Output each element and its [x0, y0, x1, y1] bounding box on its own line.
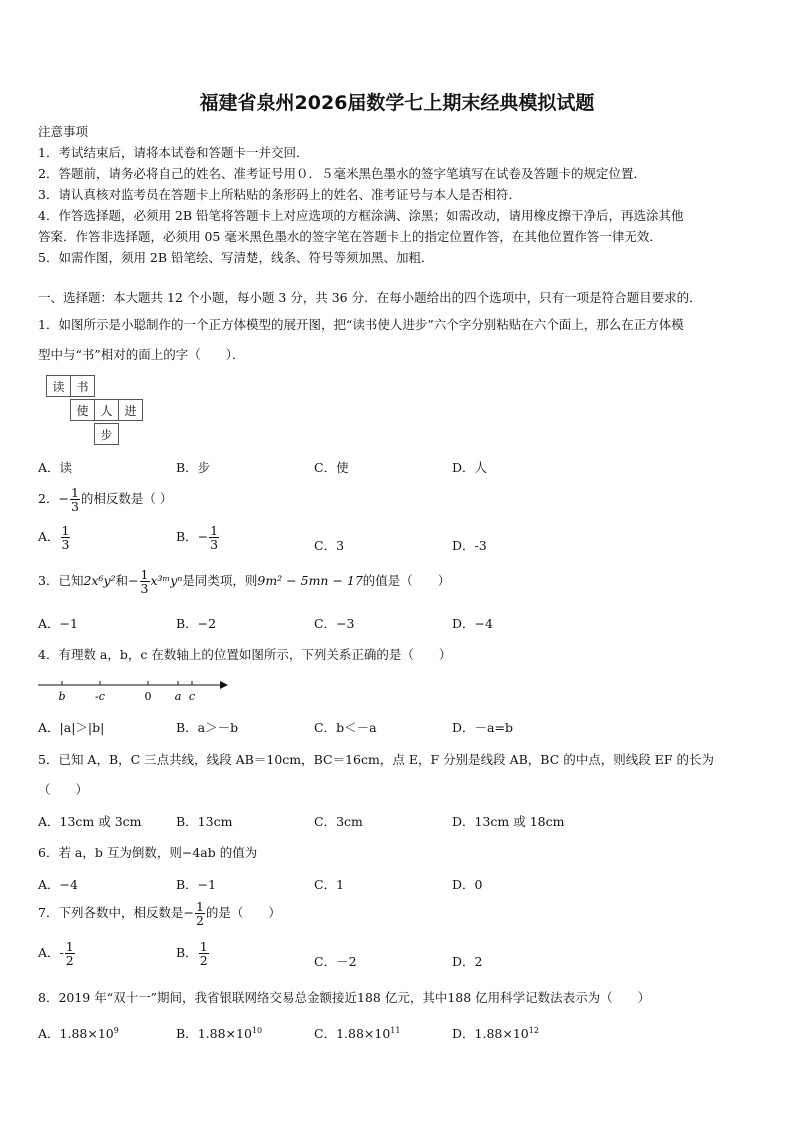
question-5-text-cont: （ ）	[38, 782, 89, 797]
net-cell: 书	[70, 375, 95, 397]
option-c: C．−3	[314, 616, 355, 631]
net-cell: 进	[118, 399, 143, 421]
question-4-text: 4．有理数 a，b，c 在数轴上的位置如图所示，下列关系正确的是（ ）	[38, 647, 452, 662]
label-b: b	[58, 690, 66, 703]
label-a: a	[174, 690, 182, 703]
option-a: A．- $\frac{1}{2}$	[38, 939, 74, 969]
option-b: B．13cm	[176, 814, 233, 829]
option-b: B．$1.88\times 10^{10}$	[176, 1025, 263, 1041]
net-cell: 读	[46, 375, 71, 397]
option-c: C．3cm	[314, 814, 363, 829]
exam-title: 福建省泉州2026届数学七上期末经典模拟试题	[199, 92, 595, 114]
fraction: $\frac{1}{3}$	[61, 523, 70, 553]
option-a: A．$1.88\times 10^9$	[38, 1025, 119, 1041]
option-c: C．$1.88\times 10^{11}$	[314, 1025, 401, 1041]
question-6-text: 6．若 a，b 互为倒数，则−4ab 的值为	[38, 845, 258, 860]
question-8-text: 8．2019 年“双十一”期间，我省银联网络交易总金额接近188 亿元，其中188 亿用科学记数法表示为（ ）	[38, 990, 651, 1005]
notice-item: 5．如需作图，须用 2B 铅笔绘、写清楚，线条、符号等须加黑、加粗．	[38, 250, 434, 265]
option-b: B．−1	[176, 877, 217, 892]
notice-item: 2．答题前，请务必将自己的姓名、准考证号用０．５毫米黑色墨水的签字笔填写在试卷及答题卡的规定位置．	[38, 166, 646, 181]
option-a: A．−4	[38, 877, 78, 892]
option-d: D．－a=b	[452, 720, 513, 735]
section-heading: 一、选择题：本大题共 12 个小题，每小题 3 分，共 36 分．在每小题给出的四个选项中，只有一项是符合题目要求的．	[38, 290, 702, 305]
fraction: $\frac{1}{2}$	[195, 899, 204, 929]
option-c: C．3	[314, 538, 345, 553]
notice-item: 3．请认真核对监考员在答题卡上所粘贴的条形码上的姓名、准考证号与本人是否相符．	[38, 187, 521, 202]
net-cell: 使	[70, 399, 95, 421]
notice-heading: 注意事项	[38, 124, 89, 139]
fraction: $\frac{1}{3}$	[210, 523, 219, 553]
question-1-text: 1．如图所示是小聪制作的一个正方体模型的展开图，把“读书使人进步”六个字分别粘贴在六个面上，那么在正方体模	[38, 317, 684, 332]
option-b: B．− $\frac{1}{3}$	[176, 523, 219, 553]
option-a: A．|a|＞|b|	[38, 720, 105, 735]
option-d: D．2	[452, 954, 483, 969]
option-c: C．－2	[314, 954, 357, 969]
notice-item: 1．考试结束后，请将本试卷和答题卡一并交回．	[38, 145, 309, 160]
question-1-text-cont: 型中与“书”相对的面上的字（ ）．	[38, 347, 245, 362]
label-c: c	[188, 690, 196, 703]
option-c: C．b＜－a	[314, 720, 377, 735]
option-d: D．-3	[452, 538, 487, 553]
option-c: C．使	[314, 460, 349, 475]
option-d: D．$1.88\times 10^{12}$	[452, 1025, 539, 1041]
question-5-text: 5．已知 A，B，C 三点共线，线段 AB＝10cm，BC＝16cm，点 E，F 分别是线段 AB，BC 的中点，则线段 EF 的长为	[38, 752, 714, 767]
option-d: D．−4	[452, 616, 493, 631]
question-2-text: 2．− $\frac{1}{3}$ 的相反数是（ ）	[38, 485, 173, 515]
label-neg-c: -c	[95, 690, 105, 703]
fraction: $\frac{1}{3}$	[140, 567, 149, 597]
option-d: D．人	[452, 460, 488, 475]
option-a: A．读	[38, 460, 73, 475]
net-cell: 人	[94, 399, 119, 421]
question-7-text: 7．下列各数中，相反数是− $\frac{1}{2}$ 的是（ ）	[38, 899, 281, 929]
option-a: A．13cm 或 3cm	[38, 814, 142, 829]
option-d: D．13cm 或 18cm	[452, 814, 565, 829]
fraction: $\frac{1}{2}$	[65, 939, 74, 969]
option-b: B．−2	[176, 616, 217, 631]
notice-item: 4．作答选择题，必须用 2B 铅笔将答题卡上对应选项的方框涂满、涂黑；如需改动，请用橡皮擦干净后，再选涂其他	[38, 208, 684, 223]
net-cell: 步	[94, 423, 119, 445]
notice-item: 答案．作答非选择题，必须用 05 毫米黑色墨水的签字笔在答题卡上的指定位置作答，在其他位置作答一律无效．	[38, 229, 662, 244]
question-3-text: 3．已知2x⁶y²和− $\frac{1}{3}$ x³ᵐyⁿ是同类项，则9m² − 5mn − 17的值是（ ）	[38, 567, 451, 597]
option-a: A． $\frac{1}{3}$	[38, 523, 70, 553]
label-zero: 0	[144, 690, 152, 703]
option-b: B． $\frac{1}{2}$	[176, 939, 208, 969]
option-a: A．−1	[38, 616, 78, 631]
arrow-icon	[220, 681, 228, 689]
option-c: C．1	[314, 877, 345, 892]
fraction: $\frac{1}{3}$	[70, 485, 79, 515]
number-line-figure	[38, 676, 228, 706]
option-b: B．步	[176, 460, 211, 475]
option-d: D．0	[452, 877, 483, 892]
option-b: B．a＞－b	[176, 720, 239, 735]
fraction: $\frac{1}{2}$	[199, 939, 208, 969]
